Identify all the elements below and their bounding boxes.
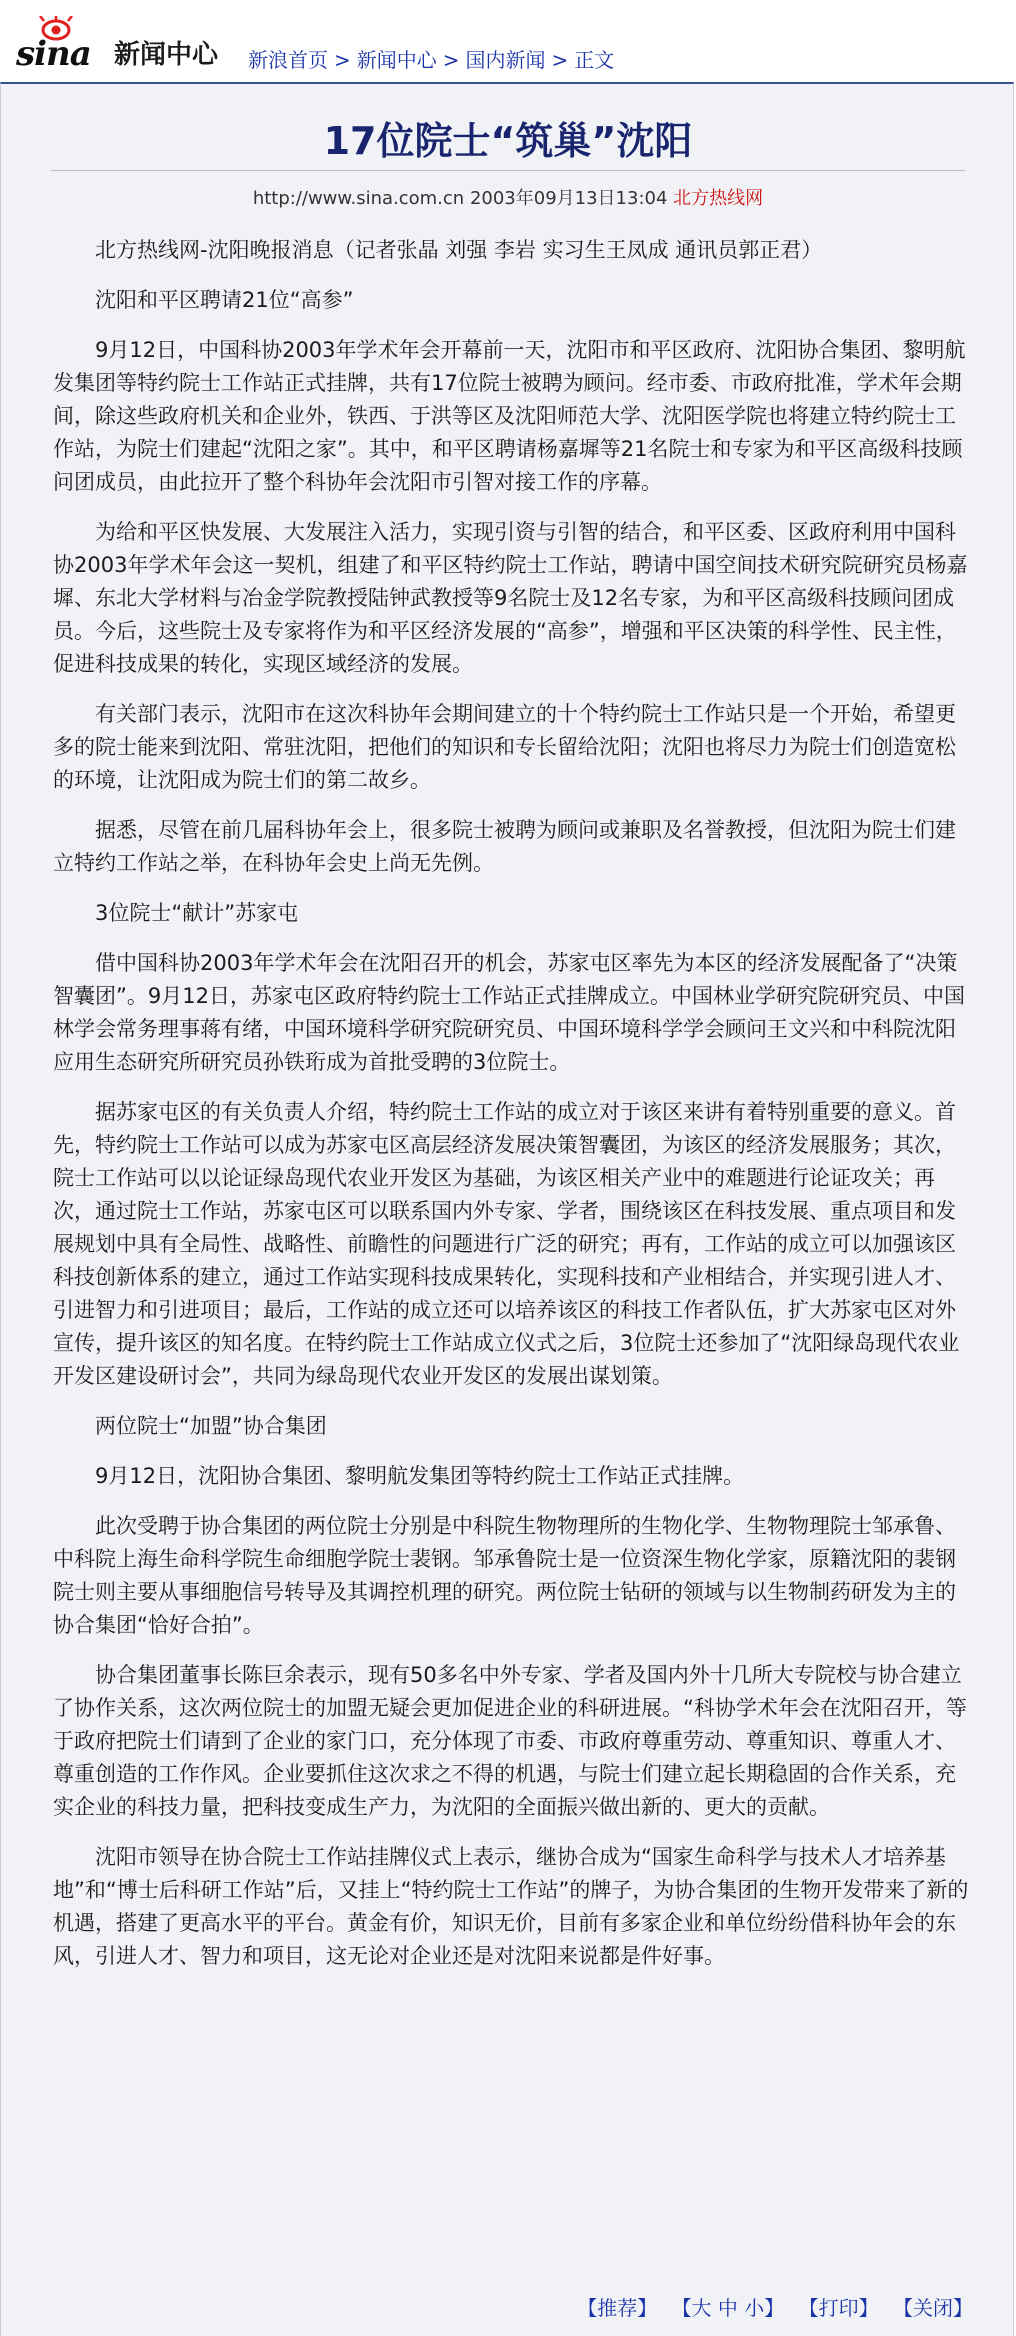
title-divider [51, 170, 965, 171]
paragraph: 9月12日，中国科协2003年学术年会开幕前一天，沈阳市和平区政府、沈阳协合集团、黎明航发集团等特约院士工作站正式挂牌，共有17位院士被聘为顾问。经市委、市政府批准，学术年会期间，除这些政府机关和企业外，铁西、于洪等区及沈阳师范大学、沈阳医学院也将建立特约院士工作站，为院士们建起“沈阳之家”。其中，和平区聘请杨嘉墀等21名院士和专家为和平区高级科技顾问团成员，由此拉开了整个科协年会沈阳市引智对接工作的序幕。 [53, 338, 966, 494]
paragraph: 据悉，尽管在前几届科协年会上，很多院士被聘为顾问或兼职及名誉教授，但沈阳为院士们建立特约工作站之举，在科协年会史上尚无先例。 [53, 818, 956, 875]
breadcrumb [248, 44, 614, 73]
article-container [0, 82, 1014, 2336]
paragraph: 北方热线网-沈阳晚报消息（记者张晶 刘强 李岩 实习生王凤成 通讯员郭正君） [95, 238, 823, 262]
paragraph: 据苏家屯区的有关负责人介绍，特约院士工作站的成立对于该区来讲有着特别重要的意义。首先，特约院士工作站可以成为苏家屯区高层经济发展决策智囊团，为该区的经济发展服务；其次，院士工作站可以以论证绿岛现代农业开发区为基础，为该区相关产业中的难题进行论证攻关；再次，通过院士工作站，苏家屯区可以联系国内外专家、学者，围绕该区在科技发展、重点项目和发展规划中具有全局性、战略性、前瞻性的问题进行广泛的研究；再有，工作站的成立可以加强该区科技创新体系的建立，通过工作站实现科技成果转化，实现科技和产业相结合，并实现引进人才、引进智力和引进项目；最后，工作站的成立还可以培养该区的科技工作者队伍，扩大苏家屯区对外宣传，提升该区的知名度。在特约院士工作站成立仪式之后，3位院士还参加了“沈阳绿岛现代农业开发区建设研讨会”，共同为绿岛现代农业开发区的发展出谋划策。 [53, 1100, 960, 1388]
subheading: 3位院士“献计”苏家屯 [95, 901, 299, 925]
breadcrumb-separator: > [442, 48, 460, 72]
site-header [0, 0, 1016, 82]
article-date: 2003年09月13日13:04 [469, 188, 668, 209]
breadcrumb-news-center[interactable]: 新闻中心 [356, 48, 437, 72]
breadcrumb-separator: > [551, 48, 569, 72]
article-meta [1, 184, 1015, 210]
close-link[interactable]: 【关闭】 [893, 2296, 973, 2320]
subheading: 两位院士“加盟”协合集团 [95, 1414, 327, 1438]
sina-logo[interactable] [14, 16, 98, 74]
recommend-link[interactable]: 【推荐】 [577, 2296, 658, 2320]
subheading: 沈阳和平区聘请21位“高参” [95, 288, 354, 312]
paragraph: 协合集团董事长陈巨余表示，现有50多名中外专家、学者及国内外十几所大专院校与协合建立了协作关系，这次两位院士的加盟无疑会更加促进企业的科研进展。“科协学术年会在沈阳召开，等于政府把院士们请到了企业的家门口，充分体现了市委、市政府尊重劳动、尊重知识、尊重人才、尊重创造的工作作风。企业要抓住这次求之不得的机遇，与院士们建立起长期稳固的合作关系，充实企业的科技力量，把科技变成生产力，为沈阳的全面振兴做出新的、更大的贡献。 [53, 1663, 967, 1819]
article-source-link[interactable]: 北方热线网 [673, 188, 764, 209]
breadcrumb-domestic-news[interactable]: 国内新闻 [465, 48, 546, 72]
paragraph: 有关部门表示，沈阳市在这次科协年会期间建立的十个特约院士工作站只是一个开始，希望更多的院士能来到沈阳、常驻沈阳，把他们的知识和专长留给沈阳；沈阳也将尽力为院士们创造宽松的环境，让沈阳成为院士们的第二故乡。 [53, 702, 956, 792]
breadcrumb-separator: > [334, 48, 351, 72]
paragraph: 9月12日，沈阳协合集团、黎明航发集团等特约院士工作站正式挂牌。 [95, 1464, 745, 1488]
paragraph: 借中国科协2003年学术年会在沈阳召开的机会，苏家屯区率先为本区的经济发展配备了“决策智囊团”。9月12日，苏家屯区政府特约院士工作站正式挂牌成立。中国林业学研究院研究员、中国林学会常务理事蒋有绪，中国环境科学研究院研究员、中国环境科学学会顾问王文兴和中科院沈阳应用生态研究所研究员孙铁珩成为首批受聘的3位院士。 [53, 951, 965, 1074]
font-size-link[interactable]: 【大 中 小】 [671, 2296, 785, 2320]
logo-text: sina [16, 34, 91, 74]
breadcrumb-home[interactable]: 新浪首页 [248, 48, 328, 72]
article-tools [569, 2292, 973, 2321]
article-url: http://www.sina.com.cn [252, 188, 465, 209]
paragraph: 此次受聘于协合集团的两位院士分别是中科院生物物理所的生物化学、生物物理院士邹承鲁、中科院上海生命科学院生命细胞学院士裴钢。邹承鲁院士是一位资深生物化学家，原籍沈阳的裴钢院士则主要从事细胞信号转导及其调控机理的研究。两位院士钻研的领域与以生物制药研发为主的协合集团“恰好合拍”。 [53, 1514, 956, 1637]
article-body [53, 234, 975, 1990]
print-link[interactable]: 【打印】 [798, 2296, 879, 2320]
breadcrumb-article[interactable]: 正文 [574, 48, 615, 72]
article-title: 17位院士“筑巢”沈阳 [323, 119, 693, 163]
section-title: 新闻中心 [114, 40, 219, 70]
paragraph: 为给和平区快发展、大发展注入活力，实现引资与引智的结合，和平区委、区政府利用中国科协2003年学术年会这一契机，组建了和平区特约院士工作站，聘请中国空间技术研究院研究员杨嘉墀、东北大学材料与冶金学院教授陆钟武教授等9名院士及12名专家，为和平区高级科技顾问团成员。今后，这些院士及专家将作为和平区经济发展的“高参”，增强和平区决策的科学性、民主性，促进科技成果的转化，实现区域经济的发展。 [53, 520, 968, 676]
paragraph: 沈阳市领导在协合院士工作站挂牌仪式上表示，继协合成为“国家生命科学与技术人才培养基地”和“博士后科研工作站”后，又挂上“特约院士工作站”的牌子，为协合集团的生物开发带来了新的机遇，搭建了更高水平的平台。黄金有价，知识无价，目前有多家企业和单位纷纷借科协年会的东风，引进人才、智力和项目，这无论对企业还是对沈阳来说都是件好事。 [53, 1845, 969, 1968]
